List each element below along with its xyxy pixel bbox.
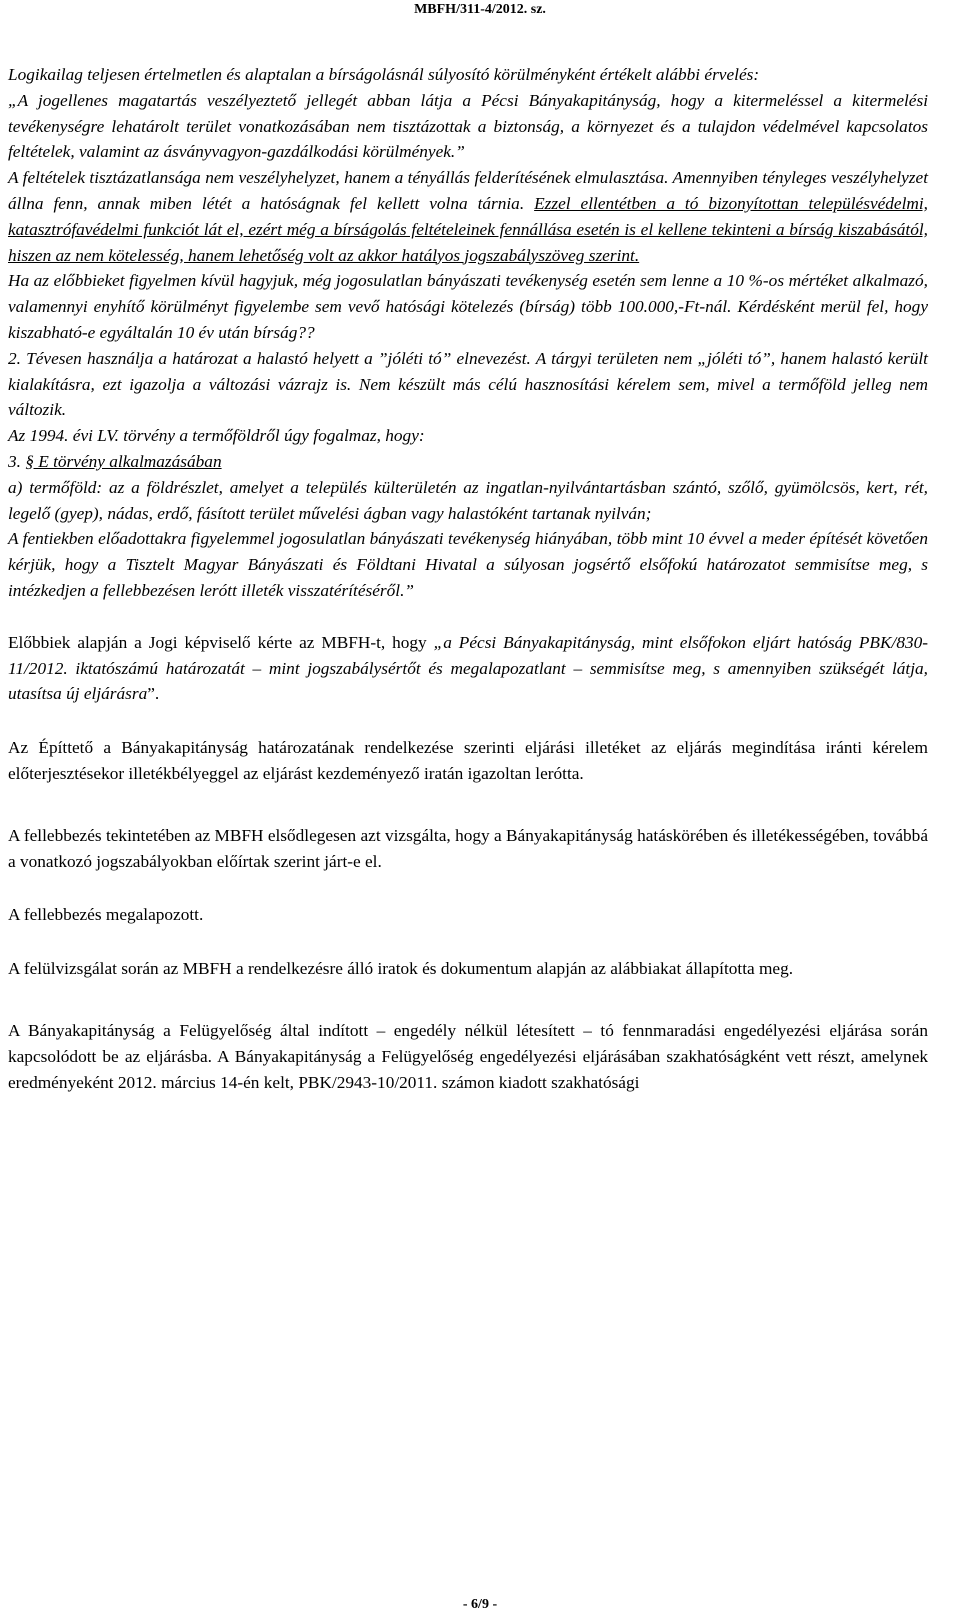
quote-paragraph: Ha az előbbieket figyelmen kívül hagyjuk, még jogosulatlan bányászati tevékenység esetén sem lenne a 10 %-os mértéket alkalmazó, valamennyi enyhítő körülményt figyelembe sem vevő hatósági kötelezés (bírság) több 100.000,-Ft-nál. Kérdésként merül fel, hogy kiszabható-e egyáltalán 10 év után bírság?? [8, 271, 928, 342]
last-paragraph: A Bányakapitányság a Felügyelőség által indított – engedély nélkül létesített – tó fennmaradási engedélyezési eljárása során kapcsolódott be az eljárásba. A Bányakapitányság a Felügyelőség engedélyezési eljárásában szakhatóságként vett részt, amelynek eredményeként 2012. március 14-én kelt, PBK/2943-10/2011. számon kiadott szakhatósági [8, 1020, 928, 1092]
document-body [8, 62, 928, 1095]
request-paragraph [8, 630, 928, 707]
document-reference-header: MBFH/311-4/2012. sz. [414, 2, 546, 17]
quote-paragraph: 2. Tévesen használja a határozat a halastó helyett a ”jóléti tó” elnevezést. A tárgyi területen nem „jóléti tó”, hanem halastó került kialakításra, ezt igazolja a változási vázrajz is. Nem készült más célú hasznosítási kérelem sem, mivel a termőföld jelleg nem változik. [8, 348, 928, 420]
review-paragraph: A fellebbezés tekintetében az MBFH elsődlegesen azt vizsgálta, hogy a Bányakapitányság hatáskörében és illetékességében, továbbá a vonatkozó jogszabályokban előírtak szerint járt-e el. [8, 825, 928, 871]
quote-paragraph [8, 449, 928, 475]
quote-paragraph [8, 165, 928, 268]
findings-paragraph: A felülvizsgálat során az MBFH a rendelkezésre álló iratok és dokumentum alapján az alábbiakat állapította meg. [8, 959, 794, 979]
request-quote: „a Pécsi Bányakapitányság, mint elsőfokon eljárt hatóság PBK/830-11/2012. iktatószámú határozatát – mint jogszabálysértőt és megalapozatlant – semmisítse meg, s amennyiben szükségét látja, utasítsa új eljárásra [8, 632, 928, 704]
quote-paragraph: A fentiekben előadottakra figyelemmel jogosulatlan bányászati tevékenység hiányában, több mint 10 évvel a meder építését követően kérjük, hogy a Tisztelt Magyar Bányászati és Földtani Hivatal a súlyosan jogsértő elsőfokú határozatot semmisítse meg, s intézkedjen a fellebbezésen lerótt illeték visszatérítéséről.” [8, 529, 928, 600]
fee-paragraph: Az Építtető a Bányakapitányság határozatának rendelkezése szerinti eljárási illetéket az eljárás megindítása iránti kérelem előterjesztésekor illetékbélyeggel az eljárást kezdeményező iratán igazoltan lerótta. [8, 738, 928, 783]
page-number-footer: - 6/9 - [462, 1597, 498, 1612]
quote-paragraph: a) termőföld: az a földrészlet, amelyet a település külterületén az ingatlan-nyilvántartásban szántó, szőlő, gyümölcsös, kert, rét, legelő (gyep), nádas, erdő, fásított terület művelési ágban vagy halastóként tartanak nyilván; [8, 477, 928, 523]
request-text-end: ”. [147, 684, 160, 704]
request-text: Előbbiek alapján a Jogi képviselő kérte az MBFH-t, hogy [8, 632, 434, 652]
section-number: 3. [8, 451, 26, 471]
quote-paragraph: Az 1994. évi LV. törvény a termőföldről úgy fogalmaz, hogy: [8, 426, 425, 446]
founded-paragraph: A fellebbezés megalapozott. [8, 905, 204, 925]
underlined-quote-text: Ezzel ellentétben a tó bizonyítottan településvédelmi, katasztrófavédelmi funkciót lát el, ezért még a bírságolás feltételeinek fennállása esetén is el kellene tekinteni a bírság kiszabásától, hiszen az nem kötelesség, hanem lehetőség volt az akkor hatályos jogszabályszöveg szerint. [8, 193, 928, 265]
section-heading: § E törvény alkalmazásában [25, 451, 222, 471]
quote-text: A feltételek tisztázatlansága nem veszélyhelyzet, hanem a tényállás felderítésének elmulasztása. Amennyiben tényleges veszélyhelyzet állna fenn, annak miben létét a hatóságnak fel kellett volna tárnia. [8, 168, 928, 213]
quote-intro: Logikailag teljesen értelmetlen és alaptalan a bírságolásnál súlyosító körülményként értékelt alábbi érvelés: [8, 65, 760, 84]
quote-paragraph: „A jogellenes magatartás veszélyeztető jellegét abban látja a Pécsi Bányakapitányság, hogy a kitermeléssel a kitermelési tevékenységre lehatárolt terület vonatkozásában nem tisztázottak a biztonság, a környezet és a tulajdon védelmével kapcsolatos feltételek, valamint az ásványvagyon-gazdálkodási körülmények.” [8, 90, 928, 162]
